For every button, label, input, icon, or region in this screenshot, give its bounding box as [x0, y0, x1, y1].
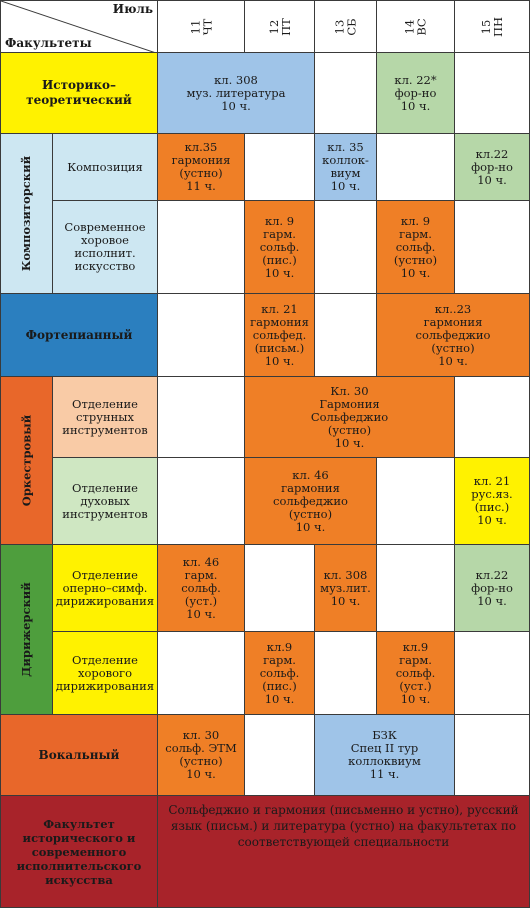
day-weekday: ПТ: [278, 17, 293, 36]
empty-cell: [314, 631, 377, 715]
dept-choir-conducting: Отделение хорового дирижирования: [52, 631, 158, 715]
day-weekday: ВС: [414, 17, 429, 36]
faculty-historical-theoretical: Историко– теоретический: [0, 52, 158, 134]
empty-cell: [157, 457, 245, 545]
faculties-label: Факультеты: [5, 36, 92, 50]
event-hist-literature: кл. 308 муз. литература 10 ч.: [157, 52, 315, 134]
empty-cell: [454, 200, 530, 294]
empty-cell: [454, 376, 530, 458]
event-vocal-colloquium: БЗК Спец II тур коллоквиум 11 ч.: [314, 714, 455, 796]
empty-cell: [376, 544, 455, 632]
faculty-composition: [0, 133, 53, 294]
empty-cell: [244, 133, 315, 201]
empty-cell: [454, 52, 530, 134]
faculty-piano: Фортепианный: [0, 293, 158, 377]
day-number: 11: [188, 19, 202, 34]
faculty-vocal: Вокальный: [0, 714, 158, 796]
event-strings-oral: Кл. 30 Гармония Сольфеджио (устно) 10 ч.: [244, 376, 455, 458]
event-choir-oral: кл.9 гарм. сольф. (уст.) 10 ч.: [376, 631, 455, 715]
event-historical-performance-note: Сольфеджио и гармония (письменно и устно), русский язык (письм.) и литература (устно) на факультетах по соответствующей специальности: [157, 795, 530, 908]
event-compo-piano: кл.22 фор-но 10 ч.: [454, 133, 530, 201]
empty-cell: [314, 200, 377, 294]
empty-cell: [376, 133, 455, 201]
faculty-historical-performance: Факультет исторического и современного исполнительского искусства: [0, 795, 158, 908]
day-number: 13: [332, 19, 347, 34]
day-header-11: [157, 0, 245, 53]
dept-opera-symphony: Отделение оперно–симф. дирижирования: [52, 544, 158, 632]
dept-winds: Отделение духовых инструментов: [52, 457, 158, 545]
event-opera-piano: кл.22 фор-но 10 ч.: [454, 544, 530, 632]
empty-cell: [157, 200, 245, 294]
empty-cell: [314, 293, 377, 377]
dept-strings: Отделение струнных инструментов: [52, 376, 158, 458]
empty-cell: [244, 544, 315, 632]
event-piano-oral: кл..23 гармония сольфеджио (устно) 10 ч.: [376, 293, 530, 377]
faculty-conducting-label: Дирижерский: [19, 582, 34, 677]
event-opera-literature: кл. 308 муз.лит. 10 ч.: [314, 544, 377, 632]
day-number: 14: [402, 19, 417, 34]
empty-cell: [454, 714, 530, 796]
month-label: Июль: [112, 2, 153, 16]
empty-cell: [454, 631, 530, 715]
event-piano-written: кл. 21 гармония сольфед. (письм.) 10 ч.: [244, 293, 315, 377]
faculty-composition-label: Композиторский: [19, 155, 33, 272]
dept-composition: Композиция: [52, 133, 158, 201]
empty-cell: [314, 52, 377, 134]
empty-cell: [157, 376, 245, 458]
day-weekday: ПН: [491, 16, 505, 37]
empty-cell: [244, 714, 315, 796]
event-choral-written: кл. 9 гарм. сольф. (пис.) 10 ч.: [244, 200, 315, 294]
event-compo-colloquium: кл. 35 коллок- виум 10 ч.: [314, 133, 377, 201]
dept-choral-performance: Современное хоровое исполнит. искусство: [52, 200, 158, 294]
day-header-14: [376, 0, 455, 53]
day-weekday: ЧТ: [200, 18, 214, 35]
empty-cell: [376, 457, 455, 545]
event-choral-oral: кл. 9 гарм. сольф. (устно) 10 ч.: [376, 200, 455, 294]
day-number: 12: [266, 19, 281, 34]
empty-cell: [157, 293, 245, 377]
event-opera-harmony: кл. 46 гарм. сольф. (уст.) 10 ч.: [157, 544, 245, 632]
faculty-orchestral-label: Оркестровый: [19, 414, 34, 507]
event-winds-oral: кл. 46 гармония сольфеджио (устно) 10 ч.: [244, 457, 377, 545]
event-winds-russian: кл. 21 рус.яз. (пис.) 10 ч.: [454, 457, 530, 545]
day-header-15: [454, 0, 530, 53]
event-vocal-solfeggio: кл. 30 сольф. ЭТМ (устно) 10 ч.: [157, 714, 245, 796]
event-hist-piano: кл. 22* фор-но 10 ч.: [376, 52, 455, 134]
header-corner: [0, 0, 158, 53]
empty-cell: [157, 631, 245, 715]
day-header-12: [244, 0, 315, 53]
faculty-conducting: [0, 544, 53, 715]
event-choir-written: кл.9 гарм. сольф. (пис.) 10 ч.: [244, 631, 315, 715]
day-number: 15: [479, 19, 493, 34]
faculty-orchestral: [0, 376, 53, 545]
event-compo-harmony: кл.35 гармония (устно) 11 ч.: [157, 133, 245, 201]
day-header-13: [314, 0, 377, 53]
day-weekday: СБ: [344, 17, 359, 36]
